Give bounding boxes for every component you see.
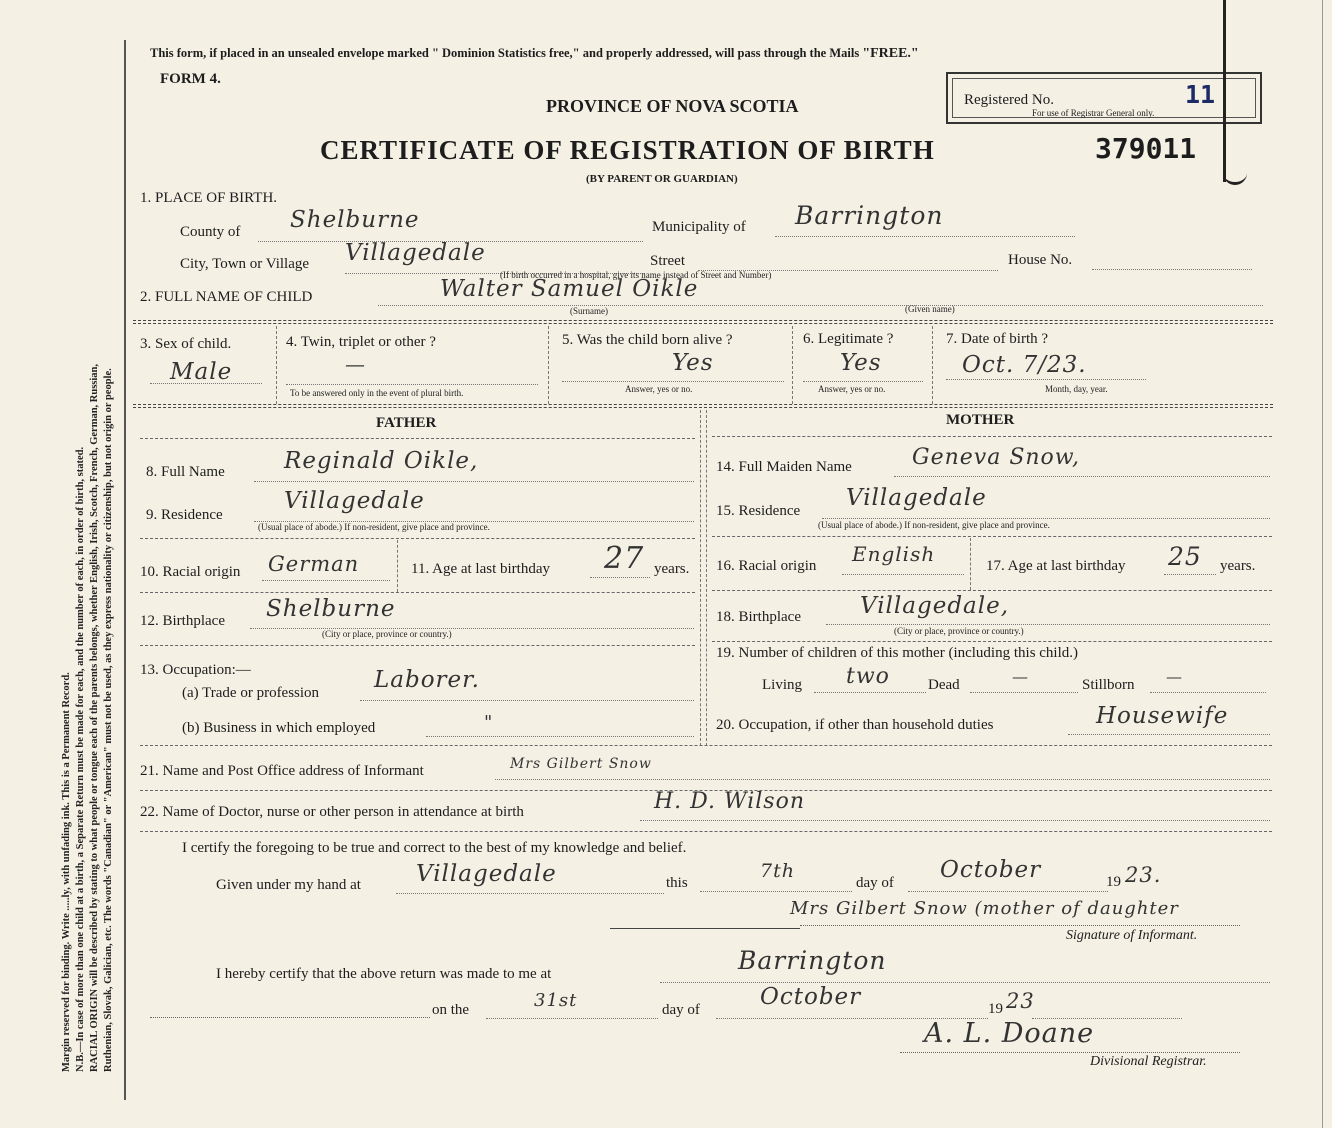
born-alive-value: Yes [672, 350, 714, 376]
registered-label: Registered No. [964, 92, 1054, 108]
given-year-prefix: 19 [1106, 874, 1121, 890]
mother-age-value: 25 [1168, 542, 1202, 571]
given-at-label: Given under my hand at [216, 877, 361, 893]
trade-label: (a) Trade or profession [182, 685, 320, 701]
province-name: PROVINCE OF NOVA SCOTIA [546, 96, 799, 116]
municipality-label: Municipality of [652, 219, 746, 235]
margin-note-line1: Margin reserved for binding. Write .....ly, with unfading ink. This is a Permanent Record. [61, 672, 72, 1072]
city-value: Villagedale [345, 240, 486, 266]
sex-value: Male [170, 359, 233, 385]
certificate-number: 379011 [1095, 132, 1197, 165]
mother-birthplace-value: Villagedale, [860, 593, 1010, 619]
mother-residence-value: Villagedale [846, 485, 987, 511]
father-origin-label: 10. Racial origin [140, 564, 241, 580]
registered-number: 11 [1185, 80, 1216, 109]
doctor-label: 22. Name of Doctor, nurse or other person in attendance at birth [140, 804, 524, 820]
birth-date-note: Month, day, year. [1045, 384, 1108, 394]
registrar-signature: A. L. Doane [924, 1018, 1095, 1049]
father-residence-note-a: (Usual place of abode.) [258, 522, 342, 532]
given-month-value: October [940, 857, 1042, 883]
county-value: Shelburne [290, 207, 420, 233]
twin-note: To be answered only in the event of plural birth. [290, 388, 464, 398]
informant-label: 21. Name and Post Office address of Informant [140, 763, 424, 779]
given-year-value: 23. [1125, 863, 1162, 887]
mother-residence-note-b: If non-resident, give place and province. [904, 520, 1050, 530]
doctor-value: H. D. Wilson [654, 789, 806, 814]
registered-month-value: October [760, 984, 862, 1010]
father-residence-label: 9. Residence [146, 507, 223, 523]
registrar-signature-label: Divisional Registrar. [1090, 1054, 1207, 1069]
dead-value: — [1012, 667, 1029, 686]
place-of-birth-heading: 1. PLACE OF BIRTH. [140, 190, 278, 206]
registrar-certify-statement: I hereby certify that the above return was made to me at [216, 966, 552, 982]
mother-birthplace-note: (City or place, province or country.) [894, 626, 1024, 636]
stillborn-label: Stillborn [1082, 677, 1135, 693]
this-label: this [666, 875, 688, 891]
form-number: FORM 4. [160, 71, 221, 87]
street-label: Street [650, 253, 685, 269]
ink-mark [1223, 0, 1226, 182]
margin-note-line4: Ruthenian, Slovak, Galician, etc. The words "Canadian" or "American" must not be used, as they express nationality or citizenship, but not origin or people. [103, 368, 114, 1072]
margin-note [60, 72, 140, 1072]
father-heading: FATHER [376, 415, 437, 431]
legitimate-note: Answer, yes or no. [818, 384, 886, 394]
living-label: Living [762, 677, 802, 693]
mail-notice [150, 46, 919, 62]
certify-statement: I certify the foregoing to be true and correct to the best of my knowledge and belief. [182, 840, 687, 856]
father-name-label: 8. Full Name [146, 464, 225, 480]
on-the-label: on the [432, 1002, 470, 1018]
birth-date-value: Oct. 7/23. [962, 352, 1087, 378]
father-age-label: 11. Age at last birthday [411, 561, 550, 577]
father-origin-value: German [268, 552, 360, 576]
father-birthplace-note: (City or place, province or country.) [322, 629, 452, 639]
mother-name-value: Geneva Snow, [912, 445, 1081, 470]
mother-origin-label: 16. Racial origin [716, 558, 817, 574]
ink-mark-hook [1223, 172, 1247, 185]
informant-value: Mrs Gilbert Snow [510, 756, 652, 772]
legitimate-value: Yes [840, 350, 882, 376]
municipality-value: Barrington [795, 201, 944, 230]
sex-label: 3. Sex of child. [140, 336, 232, 352]
children-count-label: 19. Number of children of this mother (including this child.) [716, 645, 1079, 661]
city-label: City, Town or Village [180, 256, 310, 272]
mail-notice-text: This form, if placed in an unsealed envelope marked " Dominion Statistics free," and properly addressed, will pass through the Mails [150, 46, 863, 60]
dead-label: Dead [928, 677, 960, 693]
mother-origin-value: English [852, 542, 936, 566]
registered-box [946, 72, 1262, 124]
trade-value: Laborer. [374, 667, 480, 693]
father-birthplace-value: Shelburne [266, 596, 396, 622]
given-name-note: (Given name) [905, 304, 955, 314]
page-subtitle: (BY PARENT OR GUARDIAN) [586, 173, 738, 185]
informant-signature: Mrs Gilbert Snow (mother of daughter [790, 898, 1179, 919]
margin-note-line2: N.B.—In case of more than one child at a birth, a Separate Return must be made for each, and the number of each, in order of birth, stated. [75, 446, 86, 1072]
mother-years: years. [1220, 558, 1256, 574]
informant-signature-label: Signature of Informant. [1066, 928, 1198, 943]
page-title: CERTIFICATE OF REGISTRATION OF BIRTH [320, 135, 935, 165]
child-name-label: 2. FULL NAME OF CHILD [140, 289, 313, 305]
mail-notice-free: "FREE." [862, 46, 919, 61]
registered-day-value: 31st [534, 990, 578, 1011]
house-number-label: House No. [1008, 252, 1073, 268]
born-alive-label: 5. Was the child born alive ? [562, 332, 733, 348]
business-label: (b) Business in which employed [182, 720, 376, 736]
mother-birthplace-label: 18. Birthplace [716, 609, 801, 625]
stillborn-value: — [1166, 667, 1183, 686]
father-residence-note-b: If non-resident, give place and province. [344, 522, 490, 532]
registrar-place-value: Barrington [738, 946, 887, 975]
county-label: County of [180, 224, 241, 240]
business-value: " [484, 712, 494, 733]
father-residence-value: Villagedale [284, 488, 425, 514]
hospital-note: (If birth occurred in a hospital, give its name instead of Street and Number) [500, 270, 772, 280]
given-at-value: Villagedale [416, 861, 557, 887]
registrar-use-note: For use of Registrar General only. [1032, 108, 1155, 118]
father-age-value: 27 [604, 541, 645, 576]
mother-residence-note-a: (Usual place of abode.) [818, 520, 902, 530]
surname-note: (Surname) [570, 306, 608, 316]
mother-residence-label: 15. Residence [716, 503, 801, 519]
mother-heading: MOTHER [946, 412, 1015, 428]
mother-residence-note [818, 520, 1050, 530]
mother-name-label: 14. Full Maiden Name [716, 459, 852, 475]
mother-occupation-value: Housewife [1096, 703, 1229, 729]
legitimate-label: 6. Legitimate ? [803, 331, 894, 347]
registered-year-prefix: 19 [988, 1001, 1003, 1017]
born-alive-note: Answer, yes or no. [625, 384, 693, 394]
birth-date-label: 7. Date of birth ? [946, 331, 1049, 347]
father-name-value: Reginald Oikle, [284, 448, 479, 474]
margin-note-line3: RACIAL ORIGIN will be described by stating to what people or tongue each of the parents belongs, whether English, Irish, Scotch, French, German, Russian, [89, 363, 100, 1072]
child-name-value: Walter Samuel Oikle [440, 276, 699, 302]
mother-age-label: 17. Age at last birthday [986, 558, 1126, 574]
registered-day-of-label: day of [662, 1002, 700, 1018]
twin-label: 4. Twin, triplet or other ? [286, 334, 436, 350]
page-right-edge [1322, 0, 1323, 1128]
given-day-of-label: day of [856, 875, 894, 891]
living-value: two [846, 664, 890, 689]
twin-value: — [345, 352, 366, 376]
occupation-label: 13. Occupation:— [140, 662, 251, 678]
father-years: years. [654, 561, 690, 577]
given-day-value: 7th [760, 860, 795, 882]
father-residence-note [258, 522, 490, 532]
father-birthplace-label: 12. Birthplace [140, 613, 225, 629]
mother-occupation-label: 20. Occupation, if other than household duties [716, 717, 994, 733]
registered-year-value: 23 [1006, 989, 1035, 1013]
